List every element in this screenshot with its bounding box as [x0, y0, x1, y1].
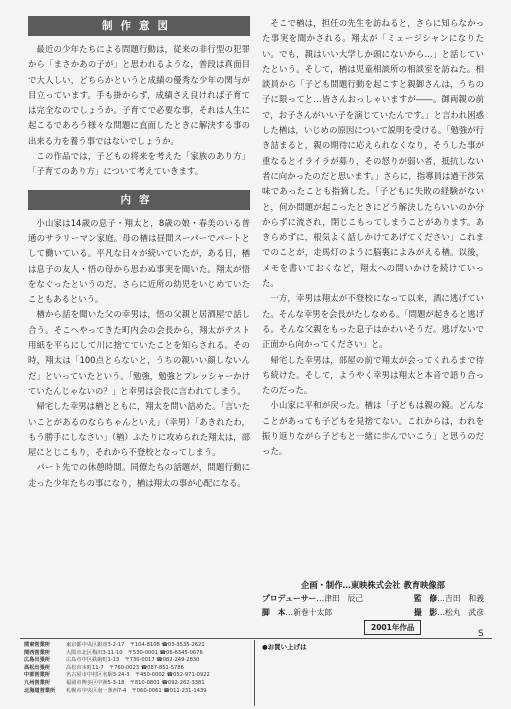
office-name: 高松出張所 [24, 664, 50, 671]
page-marker: S [478, 629, 484, 639]
content-paragraph-4: パート先での休憩時間。同僚たちの話題が，問題行動に走った少年たちの事になり，楢は翔太の事が心配になる。 [28, 462, 250, 488]
section-header-intent: 制作意図 [28, 16, 250, 36]
director-label: 撮 影 [413, 608, 438, 617]
office-row [24, 688, 252, 696]
footer-vertical-divider [254, 640, 255, 706]
story-paragraph-1: そこで楢は，担任の先生を訪ねると，さらに知らなかった事実を聞かされる。翔太が「ミュージシャンになりたい。でも，親はいい大学しか頭にないから…」と話していたという。そして，楢は児童相談所の相談室を訪ねた。相談員から「子ども問題行動を起こすと親御さんは，うちの子に限ってと…皆さんおっしゃいますが――。御両親の前で，お子さんがいい子を演じていたんです。」と言われ困惑した楢は，いじめの原因について説明を受ける。「勉強が行き詰まると，親の期待に応えられなくなり，そうした事が重なるとイライラが募り，その怒りが弱い者，抵抗しない者に向かったのだと思います。」さらに，指導員は過干渉気味であったことも指摘した。「子どもに失敗の経験がないと，何か問題が起こったときにどう解決したらいいのか分からずに流され，閉じこもってしまうことがあります。あきらめずに，根気よく話しかけてあげてください」これまでのことが，走馬灯のように脳裏によみがえる楢。以後，メモを書いておくなど，翔太への問いかけを続けていった。 [262, 18, 484, 289]
credit-row-1 [262, 592, 484, 606]
producer-name: …津田 辰己 [316, 594, 364, 603]
office-name: 関西営業所 [24, 649, 50, 656]
office-info: 名古屋市中村区名駅3-24-3 〒450-0002 ☎052-971-0922 [66, 672, 210, 679]
office-info: 高松市本町11-7 〒760-0023 ☎087-851-5786 [66, 664, 184, 671]
intent-paragraph-1: 最近の少年たちによる問題行動は，従来の非行型の犯罪から「まさかあの子が」と思われるような，普段は真面目で大人しい，どちらかというと成績の優秀な少年の関与が目立っています。手も掛からず，成績さえ良ければ子育ては完全なのでしょうか。子育てで必要な事，それは人生に起こるであろう様々な問題に直面したときに解決する事の出来る力を養う事ではないでしょうか。 [28, 44, 250, 146]
office-row [24, 657, 252, 665]
office-list [24, 642, 252, 695]
director-credit [414, 606, 484, 620]
office-row [24, 672, 252, 680]
producer-label: プロデューサー [262, 594, 317, 603]
order-label: ●お買い上げは [262, 643, 307, 651]
office-info: 東京都中央区銀座3-2-17 〒104-8108 ☎03-3535-2621 [66, 642, 205, 648]
intent-paragraph-2: この作品では，子どもの将来を考えた「家族のあり方」「子育てのあり方」について考えていきます。 [28, 151, 250, 177]
supervisor-label: 監 修 [413, 594, 438, 603]
director-name: …松丸 武彦 [437, 608, 484, 617]
office-name: 広島出張所 [24, 657, 50, 664]
office-row [24, 642, 252, 650]
content-paragraph-3: 帰宅した幸男は楢とともに，翔太を問い詰めた。「言いたいことがあるのならちゃんといえ」（幸男）「あきれたわ，もう勝手にしなさい」（楢）ふたりに攻められた翔太は，部屋にとじこもり，それから不登校となってしまう。 [28, 401, 250, 458]
supervisor-credit [414, 592, 484, 606]
content-paragraph-1: 小山家は14歳の息子・翔太と，8歳の娘・春美のいる普通のサラリーマン家庭。母の楢は昼間スーパーでパートとして働いている。平凡な日々が続いていたが，ある日，楢は息子の友人・悟の母から思わぬ事実を聞いた。翔太が悟をなぐったというのだ。さらに近所の幼児をいじめていたこともあるという。 [28, 217, 250, 305]
producer-credit [262, 592, 363, 606]
office-name: 九州営業所 [24, 679, 50, 686]
office-name: 関東営業所 [24, 642, 50, 648]
supervisor-name: …吉田 和義 [437, 594, 484, 603]
credit-row-2 [262, 606, 484, 620]
story-paragraph-4: 小山家に平和が戻った。楢は「子どもは親の鏡。どんなことがあっても子どもを見捨てない。これからは，われを振り返りながら子どもと一緒に歩んでいこう」と思うのだった。 [262, 400, 484, 457]
story-paragraph-2: 一方，幸男は翔太が不登校になって以来，酒に逃げていた。そんな幸男を会長がたしなめる。「問題が起きると逃げる。そんな父親をもった息子はかわいそうだ。逃げないで正面から向かってください」と。 [262, 293, 484, 350]
footer-divider [20, 638, 492, 639]
office-info: 広島市中区鉄砲町1-13 〒730-0017 ☎082-249-2830 [66, 657, 200, 664]
office-info: 札幌市中央区南一条西7-4 〒060-0061 ☎011-231-1439 [66, 687, 207, 694]
office-info: 福岡市博多区中洲5-3-18 〒810-0801 ☎092-262-3381 [66, 679, 205, 686]
right-column [262, 16, 484, 460]
office-row [24, 680, 252, 688]
story-paragraph-3: 帰宅した幸男は，部屋の前で翔太が会ってくれるまで待ち続けた。そして，ようやく幸男は翔太と本音で語り合ったのだった。 [262, 354, 484, 396]
writer-credit [262, 606, 332, 620]
content-paragraph-2: 楢から話を聞いた父の幸男は，悟の父親と居酒屋で話し合う。そこへやってきた町内会の会長から，翔太がテスト用紙を平らにして川に捨てていたことを知らされる。その時，翔太は「100点とらないと，うちの親いい顔しないんだ」といっていたという。「勉強，勉強とプレッシャーかけていたんじゃないの？」と幸男は会長に言われてしまう。 [28, 309, 250, 396]
office-name: 北海道営業所 [24, 687, 56, 694]
writer-name: …新巻十太郎 [285, 608, 333, 617]
credits-block [262, 578, 484, 620]
office-name: 中部営業所 [24, 672, 50, 679]
writer-label: 脚 本 [262, 608, 286, 617]
left-column [28, 16, 250, 491]
production-company: 企画・制作…東映株式会社 教育映像部 [301, 580, 445, 590]
section-header-content: 内容 [28, 190, 250, 210]
office-info: 大阪市北区梅田3-11-10 〒530-0001 ☎06-6345-0676 [66, 649, 203, 656]
production-year-badge: 2001年作品 [364, 620, 421, 635]
